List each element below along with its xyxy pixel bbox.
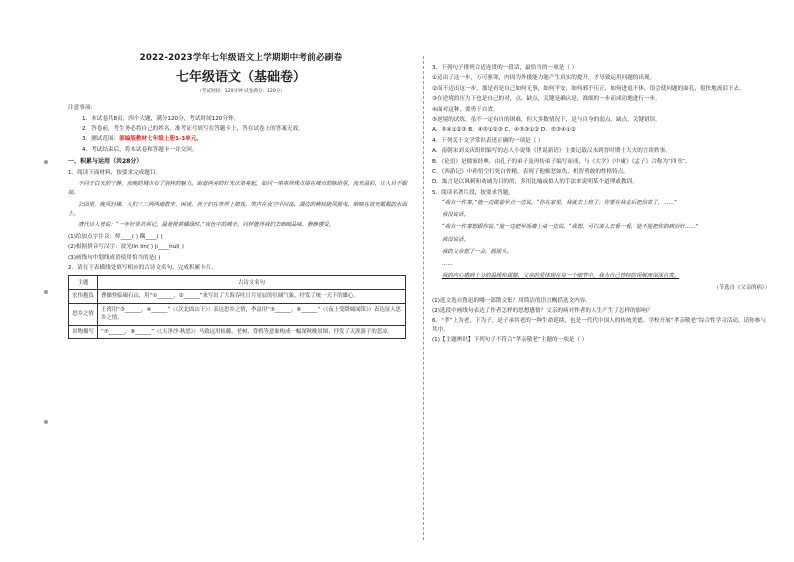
table-cell: 主题 bbox=[69, 276, 98, 290]
question-stem: 4．下列关于文学常识表述正确的一项是（ ） bbox=[432, 137, 544, 144]
answer-option: D．寓言是以讽刺和劝诫为目的的，多用比喻或拟人的手法来说明某个道理或教训。 bbox=[432, 179, 638, 186]
exam-meta: （考试时间：120分钟 试卷满分：120分） bbox=[197, 89, 285, 95]
table-cell: 宏伟抱负 bbox=[69, 290, 98, 303]
poem-table bbox=[68, 275, 406, 339]
notice-item: 1．本试卷共8页，四个大题，满分120分，考试时间120分钟。 bbox=[82, 115, 240, 122]
subject-title: 七年级语文（基础卷） bbox=[175, 69, 306, 85]
reading-passage: 我没说话。 bbox=[442, 212, 469, 219]
sentence-item: ④面对这种，要勇于自省。 bbox=[432, 106, 499, 113]
binding-hole bbox=[44, 290, 48, 294]
table-cell: 王湾用“③______，④______”（《次北固山下》）表达思乡之情，李益用“⑤______，⑥______”（《夜上受降城闻笛》）表达征人思乡之情。 bbox=[98, 303, 406, 325]
left-column bbox=[68, 52, 414, 339]
notice-item: 2．答卷前，考生务必将自己的姓名、准考证号填写在答题卡上，答在试卷上的答案无效。 bbox=[82, 126, 304, 133]
right-column bbox=[432, 64, 770, 346]
table-cell: “⑦______，⑧______”（《天净沙·秋思》）马致远用枯藤、老树、昏鸦等意象构成一幅深秋晚景图，抒发了天涯游子的悲凉。 bbox=[98, 325, 406, 338]
exam-title: 2022-2023学年七年级语文上学期期中考前必刷卷 bbox=[139, 53, 343, 63]
reading-passage: 公园里，晚风轻拂，人们三三两两地散步、闲谈，孩子们在草坪上嬉戏，笑声在夜空中回荡。湖边的柳枝随风摇曳，倒映在波光粼粼的水面上。 bbox=[68, 201, 407, 217]
sub-question: (2)根据拼音写汉字：波光lín lín( ) jì____huī( ) bbox=[68, 244, 184, 251]
answer-option: A．南朝宋刘义庆组织编写的志人小说集《世说新语》主要记载汉末到晋时期士大夫的言谈轶事。 bbox=[432, 148, 671, 155]
table-cell: 曹操登临碣石山，用“①______，②______”来写出了大海吞吐日月星辰的壮阔气象，抒发了统一天下的雄心。 bbox=[98, 290, 406, 303]
binding-margin bbox=[34, 40, 58, 540]
sentence-item: ①迈出了这一步，万可驱寒，内因为外援能力能产生真实的提升，才导致运用问题的出现。 bbox=[432, 75, 656, 82]
reading-passage: 清代诗人曾说：“一年好景君须记，最是橙黄橘绿时。”夜色中的城市，同样值得我们去细细品味、静静感受。 bbox=[78, 222, 335, 229]
question-stem: 5．阅读名著片段，按要求答题。 bbox=[432, 189, 514, 196]
sub-question: (1)选文选自鲁迅的哪一部散文集？用简洁的语言概括选文内容。 bbox=[432, 297, 591, 304]
notice-title: 注意事项： bbox=[68, 105, 96, 112]
binding-hole bbox=[44, 160, 48, 164]
table-cell: 思乡之情 bbox=[69, 303, 98, 325]
sentence-item: ③在逆境的压力下也是自己的对，点、缺点，关键是确认是，准细的一步而成功地进行一步。 bbox=[432, 96, 661, 103]
sentence-item: ⑤逆境的试炼，虽不一定有自的困难，但大多数情况下，是与自身的弱点，缺点，关键错误。 bbox=[432, 116, 661, 123]
notice-range: 部编版教材七年级上册1-3单元。 bbox=[119, 136, 202, 143]
notice-item bbox=[68, 135, 414, 143]
notice-item: 4．考试结束后，将本试卷和答题卡一并交回。 bbox=[82, 146, 198, 153]
reading-passage: “我有一件事想跟你说，”他一边把早饭端上桌一边说。“我想，可以请人去看一看，能不能把你的病治好……” bbox=[442, 224, 699, 231]
table-row bbox=[69, 290, 406, 303]
answer-option: B．《论语》是儒家经典，由孔子的弟子及再传弟子编写而成，与《大学》《中庸》《孟子》合称为“四书”。 bbox=[432, 158, 691, 165]
sub-question: (2)选段中画线句表达了作者怎样的思想感情？父亲的病对作者的人生产生了怎样的影响？ bbox=[432, 307, 653, 314]
reading-passage: 我的父亲想了一会，摇摇头。 bbox=[442, 248, 513, 255]
reading-passage: 我没说话。 bbox=[442, 236, 469, 243]
reading-passage: …… bbox=[442, 261, 453, 268]
column-divider bbox=[423, 56, 424, 540]
notice-range-prefix: 3．测试范围： bbox=[82, 136, 120, 143]
sub-question: (3)画线句中划线成语使用恰当的是( ) bbox=[68, 254, 161, 261]
table-cell: 景物描写 bbox=[69, 325, 98, 338]
question-stem: 2．请在下表横线处填写相应的古诗文名句，完成积累卡片。 bbox=[68, 265, 217, 272]
passage-source: （节选自《父亲的病》） bbox=[713, 285, 770, 292]
section-title: 一、积累与运用（共28分） bbox=[68, 158, 143, 166]
question-stem: 3．下列句子排列合适连贯的一段话，最恰当的一项是（ ） bbox=[432, 65, 578, 71]
reading-passage: 不同于白天的宁静，夜晚的城市有了别样的魅力。街道两旁的灯光次第亮起，如同一串串珍珠点缀在城市的脉络里，流光溢彩，让人目不暇接。 bbox=[68, 180, 407, 197]
answer-options: A．⑤④①②③ B．④⑤①②③ C．④⑤③①② D．⑤③④①② bbox=[432, 127, 576, 134]
question-stem: 1．阅读下面材料，按要求完成题目。 bbox=[68, 170, 162, 177]
underlined-sentence: 我的内心感到十分的温暖和震撼，父亲的爱体现在每一个细节中，我为自己曾经的误解而深深自责。 bbox=[442, 273, 680, 280]
table-row bbox=[69, 325, 406, 338]
table-header: 古诗文名句 bbox=[98, 276, 406, 290]
table-row bbox=[69, 303, 406, 325]
sub-question: (1)给加点字注音：绰____( ) 蹒____( ) bbox=[68, 233, 163, 240]
binding-hole bbox=[44, 420, 48, 424]
sentence-item: ②而不迈出这一步，那是看是自己如何无事，如何平安，如何邪不压正，如何进退不休，很会使问题的面孔，很快地流泪下去。 bbox=[432, 85, 745, 92]
reading-passage: “我有一件事，”他一边做着早点一边说。“你在家里，我就去上班了。你要在我走后把信寄了，……” bbox=[442, 200, 677, 207]
question-stem: 6．“孝”上为老，下为子，是子承其老的一种生命延续，也是一代代中国人的传统美德。学校开展“孝亲敬老”综合性学习活动，请你参与其中。 bbox=[432, 318, 766, 333]
sub-question: (1)【主题辨识】下列句子不符合“孝亲敬老”主题的一项是（ ） bbox=[432, 337, 588, 344]
answer-option: C．《西游记》中孙悟空打死白骨精，表现了他嫉恶如仇、机智勇敢的性格特点。 bbox=[432, 168, 629, 175]
